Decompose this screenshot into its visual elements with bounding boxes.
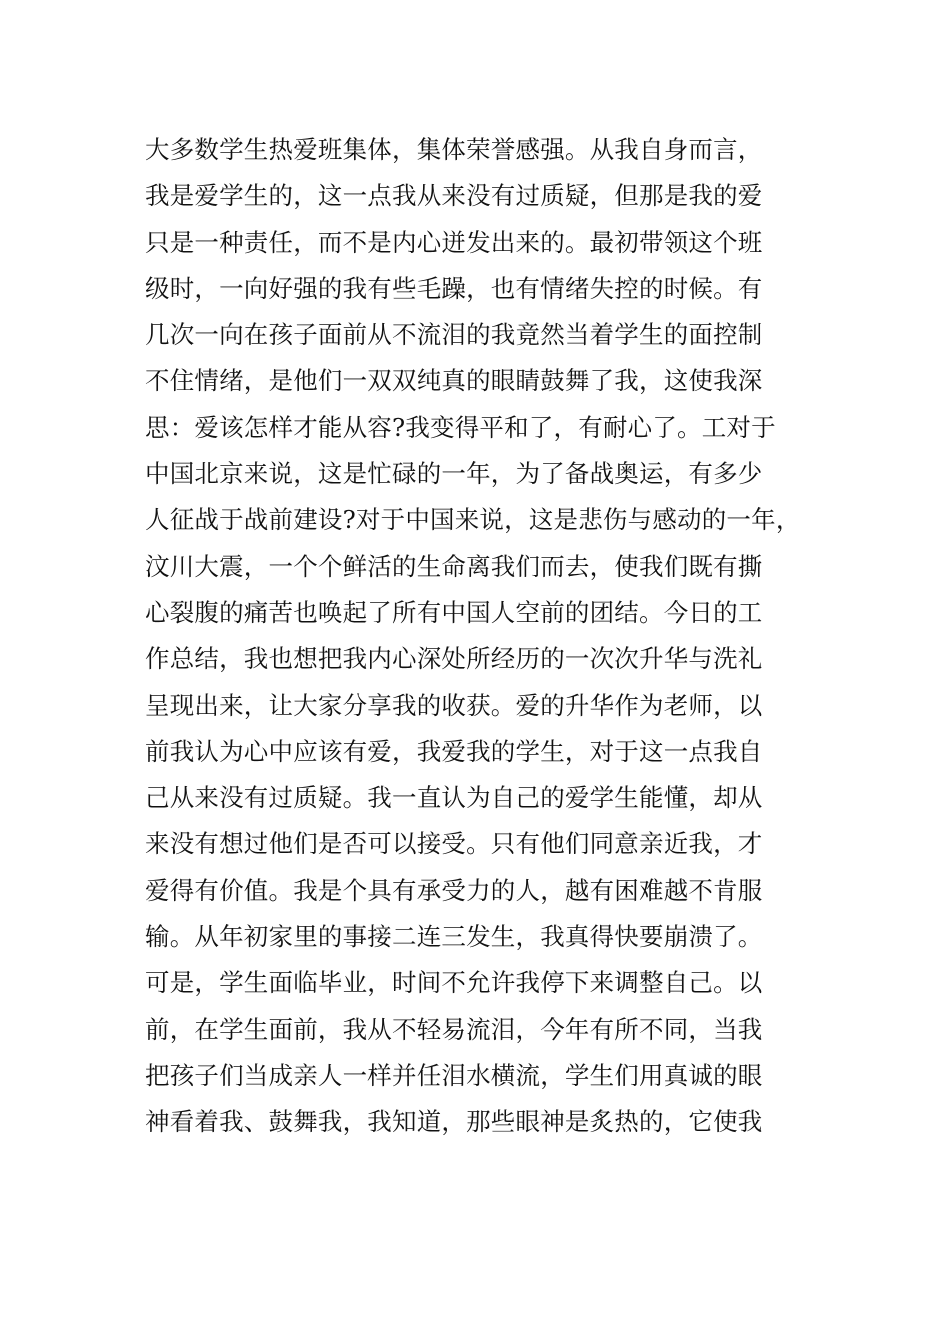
text-line: 来没有想过他们是否可以接受。只有他们同意亲近我，才	[145, 829, 763, 859]
text-line: 不住情绪，是他们一双双纯真的眼睛鼓舞了我，这使我深	[145, 366, 763, 396]
body-text	[145, 127, 845, 1146]
text-line: 几次一向在孩子面前从不流泪的我竟然当着学生的面控制	[145, 320, 763, 350]
text-line: 中国北京来说，这是忙碌的一年，为了备战奥运，有多少	[145, 459, 763, 489]
text-line: 前我认为心中应该有爱，我爱我的学生，对于这一点我自	[145, 736, 763, 766]
text-line: 人征战于战前建设?对于中国来说，这是悲伤与感动的一年，	[145, 505, 801, 535]
text-line: 大多数学生热爱班集体，集体荣誉感强。从我自身而言，	[145, 135, 763, 164]
text-line: 神看着我、鼓舞我，我知道，那些眼神是炙热的，它使我	[145, 1107, 763, 1137]
text-line: 呈现出来，让大家分享我的收获。爱的升华作为老师，以	[145, 690, 763, 720]
text-line: 我是爱学生的，这一点我从来没有过质疑，但那是我的爱	[145, 181, 763, 211]
text-line: 输。从年初家里的事接二连三发生，我真得快要崩溃了。	[145, 922, 763, 952]
text-line: 级时，一向好强的我有些毛躁，也有情绪失控的时候。有	[145, 273, 763, 303]
text-line: 可是，学生面临毕业，时间不允许我停下来调整自己。以	[145, 968, 763, 998]
text-line: 汶川大震，一个个鲜活的生命离我们而去，使我们既有撕	[145, 551, 763, 581]
text-line: 爱得有价值。我是个具有承受力的人，越有困难越不肯服	[145, 875, 763, 905]
text-line: 只是一种责任，而不是内心迸发出来的。最初带领这个班	[145, 227, 763, 257]
text-line: 心裂腹的痛苦也唤起了所有中国人空前的团结。今日的工	[145, 597, 763, 627]
text-line: 思：爱该怎样才能从容?我变得平和了，有耐心了。工对于	[145, 412, 776, 442]
text-line: 己从来没有过质疑。我一直认为自己的爱学生能懂，却从	[145, 783, 763, 813]
text-line: 作总结，我也想把我内心深处所经历的一次次升华与洗礼	[145, 644, 763, 674]
text-line: 把孩子们当成亲人一样并任泪水横流，学生们用真诚的眼	[145, 1060, 763, 1090]
text-line: 前，在学生面前，我从不轻易流泪，今年有所不同，当我	[145, 1014, 763, 1044]
